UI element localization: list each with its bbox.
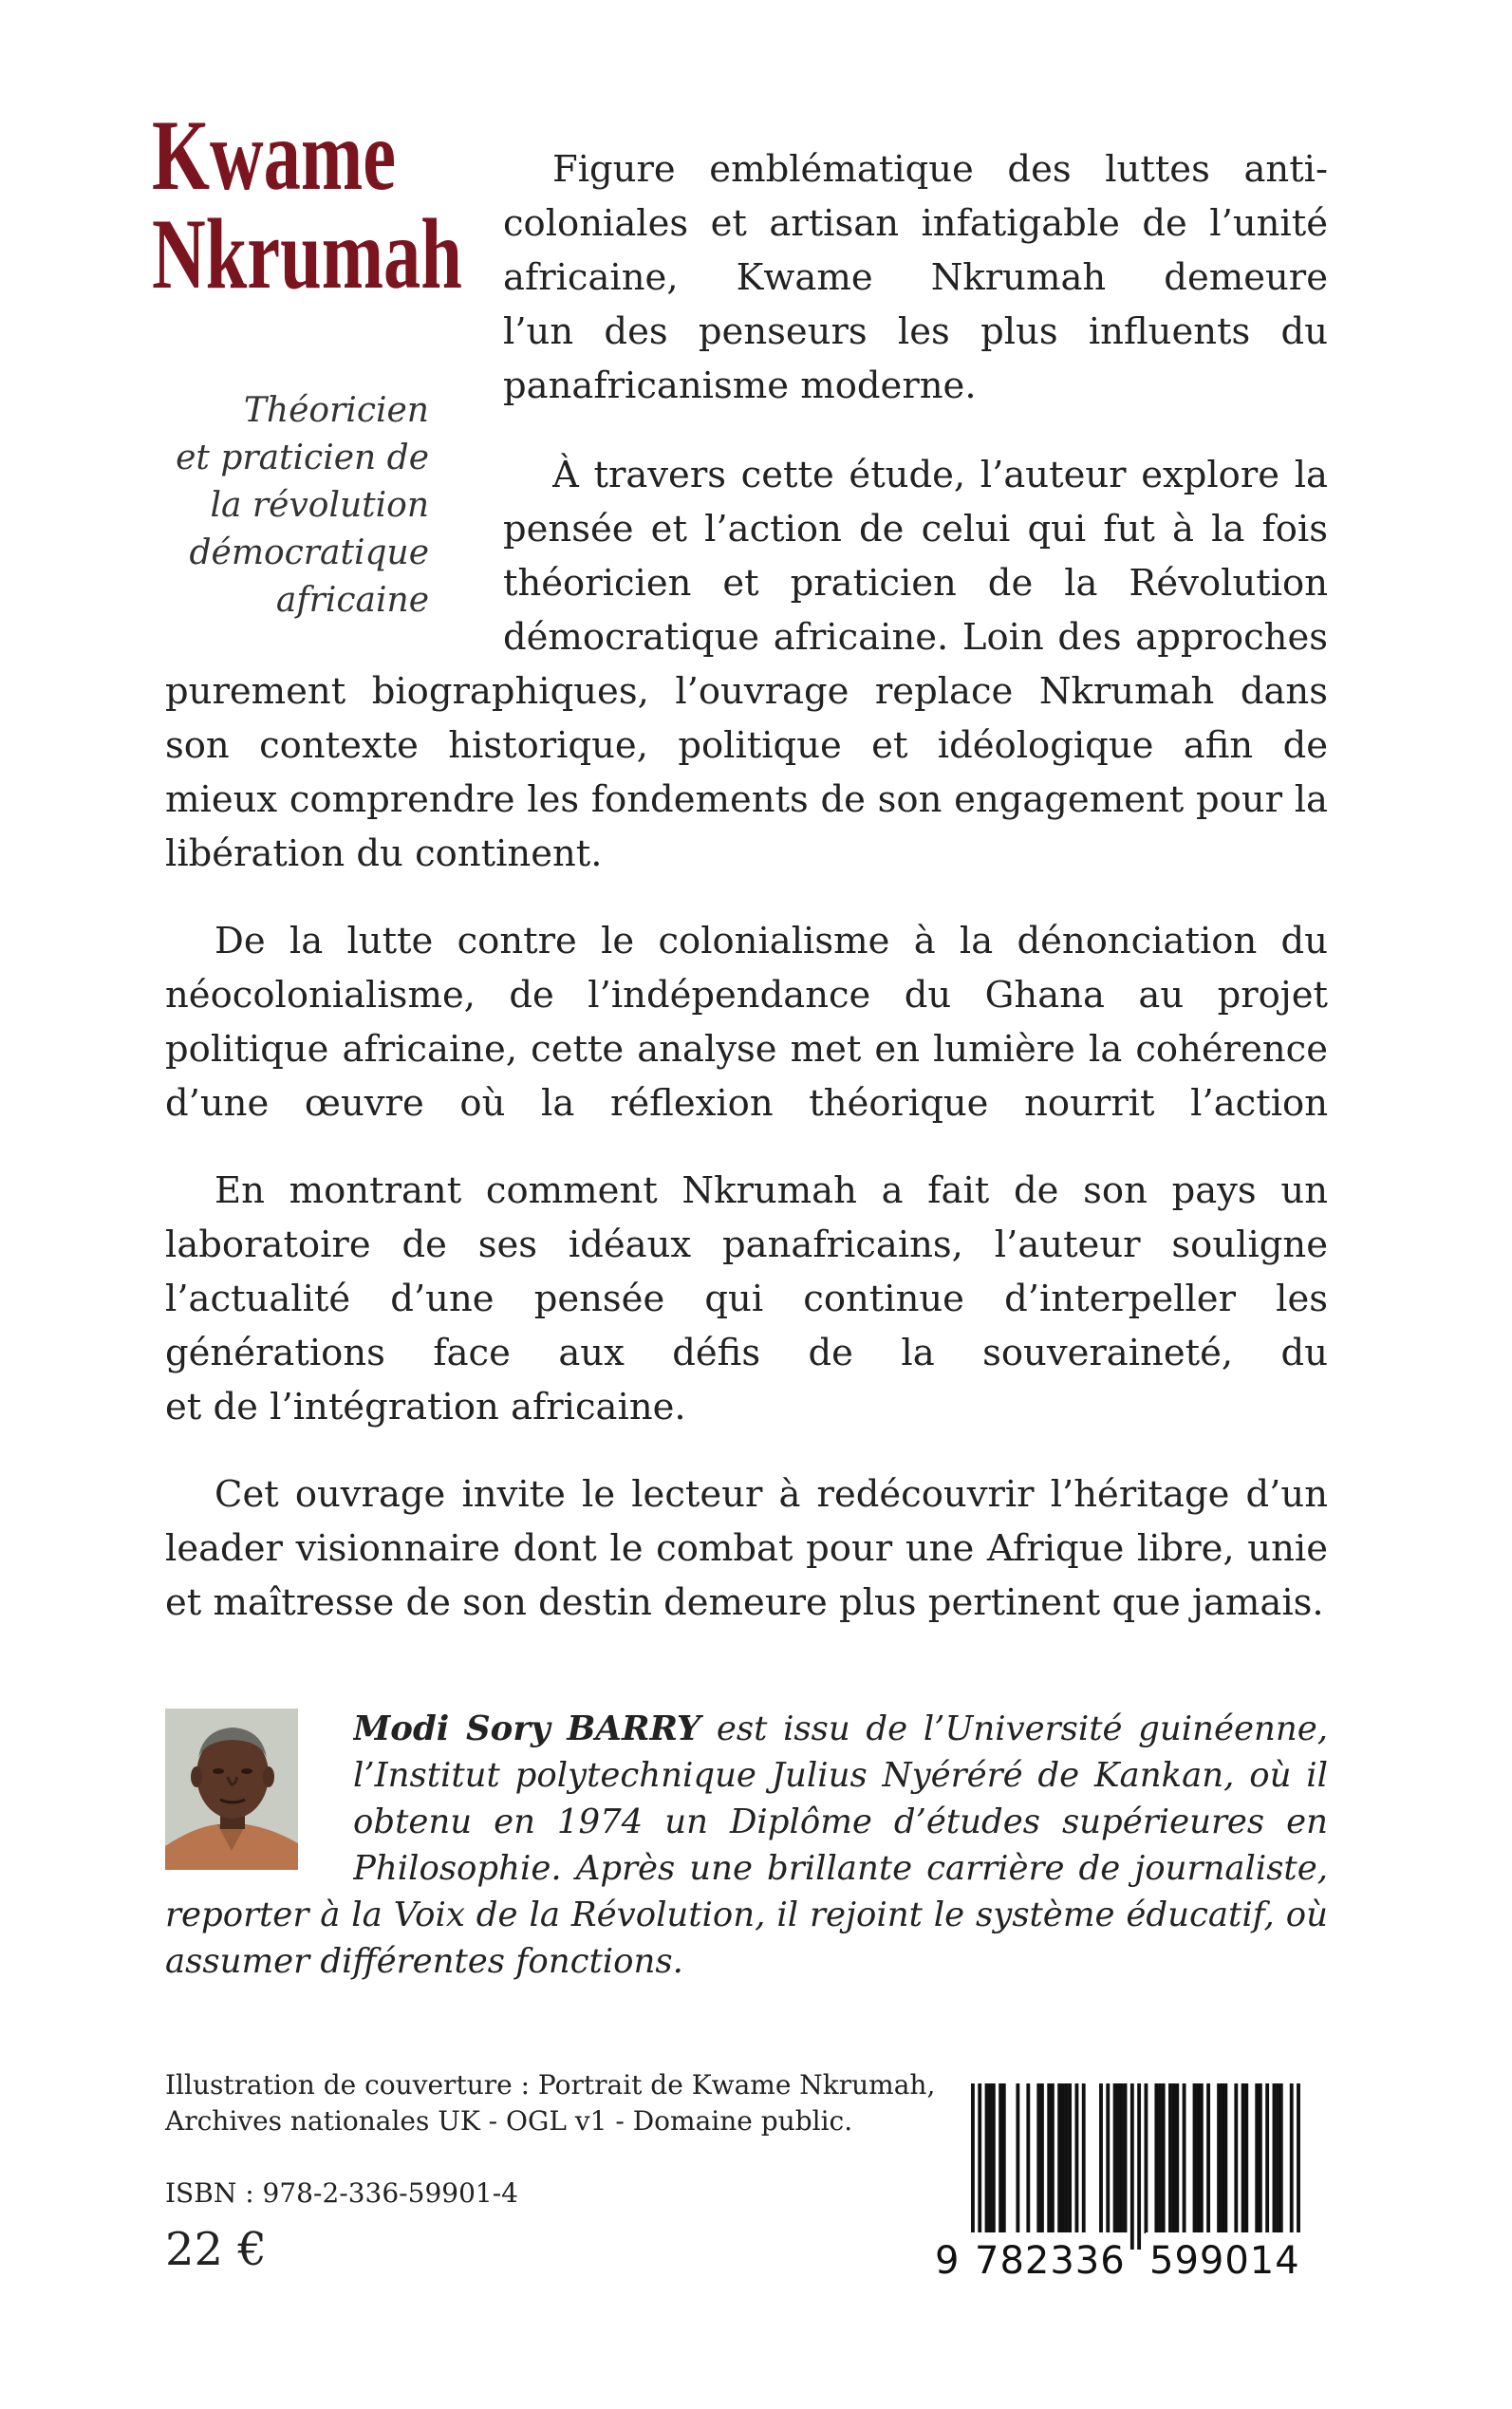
- barcode-bar: [1183, 2083, 1186, 2233]
- barcode-bar: [1061, 2083, 1065, 2233]
- bio-line: [353, 1706, 1328, 1752]
- barcode-bar: [1241, 2083, 1245, 2233]
- barcode-bar: [1057, 2083, 1061, 2233]
- barcode-bar: [1099, 2083, 1103, 2233]
- barcode-bar: [1221, 2083, 1224, 2233]
- barcode-bar: [1082, 2083, 1086, 2233]
- paragraph-4: [165, 1164, 1328, 1434]
- paragraph-line: et de l’intégration africaine.: [165, 1386, 686, 1429]
- barcode-lead-digit: 9: [935, 2239, 960, 2283]
- paragraph-line: panafricanisme moderne.: [503, 364, 977, 407]
- title-line-2: Nkrumah: [152, 198, 462, 309]
- barcode-bar: [1158, 2083, 1162, 2233]
- paragraph-line: Cet ouvrage invite le lecteur à redécouvrir l’héritage d’un: [215, 1473, 1328, 1516]
- barcode-bar: [1276, 2083, 1279, 2233]
- barcode-bar: [1137, 2083, 1141, 2250]
- barcode-bar: [1075, 2083, 1079, 2233]
- barcode-bar: [1026, 2083, 1030, 2233]
- barcode-bar: [1265, 2083, 1269, 2233]
- barcode-bar: [1120, 2083, 1124, 2233]
- bio-line: obtenu en 1974 un Diplôme d’études supérieures en: [353, 1802, 1328, 1841]
- barcode-bar: [1279, 2083, 1283, 2233]
- paragraph-line: À travers cette étude, l’auteur explore la: [552, 454, 1328, 496]
- barcode-bar: [978, 2083, 981, 2250]
- barcode-bar: [1259, 2083, 1262, 2233]
- paragraph-line: politique africaine, cette analyse met en lumière la cohérence: [165, 1028, 1328, 1071]
- barcode-bar: [1273, 2083, 1277, 2233]
- subtitle-line: la révolution: [210, 486, 429, 525]
- barcode-bar: [1130, 2083, 1134, 2250]
- barcode-bar: [1047, 2083, 1051, 2233]
- barcode-bar: [985, 2083, 989, 2233]
- author-name: Modi Sory BARRY: [353, 1709, 701, 1748]
- subtitle-line: africaine: [275, 581, 429, 620]
- credit-line: Illustration de couverture : Portrait de Kwame Nkrumah,: [165, 2069, 936, 2101]
- barcode-bar: [1113, 2083, 1117, 2233]
- paragraph-line: En montrant comment Nkrumah a fait de son pays un: [215, 1169, 1328, 1212]
- paragraph-line: mieux comprendre les fondements de son engagement pour la: [165, 778, 1328, 821]
- bio-line: assumer différentes fonctions.: [165, 1942, 683, 1981]
- barcode-bar: [971, 2083, 975, 2250]
- barcode-bar: [1290, 2083, 1294, 2250]
- paragraph-line: pensée et l’action de celui qui fut à la fois: [503, 508, 1328, 551]
- barcode-bar: [1154, 2083, 1158, 2233]
- barcode-bar: [1196, 2083, 1200, 2233]
- barcode-bar: [1162, 2083, 1166, 2233]
- paragraph-3: [165, 914, 1328, 1130]
- barcode-group-2: 599014: [1146, 2232, 1304, 2289]
- barcode-bar: [1040, 2083, 1044, 2233]
- paragraph-line: leader visionnaire dont le combat pour une Afrique libre, unie: [165, 1527, 1328, 1570]
- paragraph-line: laboratoire de ses idéaux panafricains, l’auteur souligne: [165, 1223, 1328, 1266]
- paragraph-line: théoricien et praticien de la Révolution: [503, 562, 1328, 605]
- cover-credit: [165, 2067, 935, 2139]
- barcode-bar: [1200, 2083, 1204, 2233]
- credit-line: Archives nationales UK - OGL v1 - Domaine public.: [165, 2105, 853, 2137]
- paragraph-5: [165, 1467, 1328, 1630]
- barcode-bar: [988, 2083, 992, 2233]
- paragraph-line: générations face aux défis de la souveraineté, du: [165, 1332, 1328, 1374]
- barcode-bar: [1244, 2083, 1248, 2233]
- barcode-bar: [1172, 2083, 1176, 2233]
- barcode-bar: [1051, 2083, 1055, 2233]
- barcode-bar: [1116, 2083, 1120, 2233]
- paragraph-line: d’une œuvre où la réflexion théorique nourrit l’action: [165, 1082, 1328, 1125]
- barcode-bar: [1193, 2083, 1197, 2233]
- paragraph-line: démocratique africaine. Loin des approches: [503, 616, 1328, 659]
- barcode-bar: [1065, 2083, 1069, 2233]
- barcode-bars: [935, 2083, 1329, 2250]
- barcode-bar: [1124, 2083, 1128, 2233]
- bio-line-1-rest: est issu de l’Université guinéenne,: [700, 1709, 1328, 1748]
- barcode-bar: [1145, 2083, 1148, 2233]
- barcode-bar: [1002, 2083, 1006, 2233]
- barcode-bar: [999, 2083, 1002, 2233]
- barcode-group-1: 782336: [971, 2232, 1129, 2289]
- barcode-bar: [1016, 2083, 1019, 2233]
- paragraph-line: l’un des penseurs les plus influents du: [503, 310, 1328, 353]
- subtitle-line: Théoricien: [243, 391, 429, 430]
- author-bio: [165, 1706, 1328, 1985]
- subtitle-line: démocratique: [189, 533, 429, 572]
- barcode-bar: [1106, 2083, 1110, 2233]
- paragraph-line: libération du continent.: [165, 832, 603, 875]
- book-title: [152, 100, 462, 309]
- paragraph-line: Figure emblématique des luttes anti-: [552, 148, 1328, 191]
- barcode-bar: [1297, 2083, 1300, 2250]
- barcode-bar: [1217, 2083, 1221, 2233]
- barcode-bar: [1168, 2083, 1172, 2233]
- barcode-bar: [1175, 2083, 1179, 2233]
- bio-line: Philosophie. Après une brillante carrière de journaliste,: [353, 1849, 1328, 1888]
- price-text: 22 €: [165, 2223, 267, 2276]
- subtitle-line: et praticien de: [176, 439, 429, 477]
- barcode-bar: [992, 2083, 996, 2233]
- title-line-1: Kwame: [152, 100, 397, 211]
- barcode-bar: [1255, 2083, 1259, 2233]
- paragraph-line: purement biographiques, l’ouvrage replace Nkrumah dans: [165, 670, 1328, 713]
- barcode-bar: [1223, 2083, 1227, 2233]
- paragraph-line: l’actualité d’une pensée qui continue d’interpeller les: [165, 1278, 1328, 1320]
- paragraph-line: De la lutte contre le colonialisme à la dénonciation du: [215, 920, 1328, 962]
- paragraph-line: son contexte historique, politique et idéologique afin de: [165, 724, 1328, 767]
- isbn-text: ISBN : 978-2-336-59901-4: [165, 2177, 518, 2209]
- barcode-bar: [1036, 2083, 1040, 2233]
- barcode-bar: [1068, 2083, 1072, 2233]
- barcode-bar: [1206, 2083, 1210, 2233]
- paragraph-2: [165, 448, 1328, 881]
- bio-line: reporter à la Voix de la Révolution, il rejoint le système éducatif, où: [165, 1895, 1328, 1934]
- paragraph-line: néocolonialisme, de l’indépendance du Ghana au projet: [165, 974, 1328, 1017]
- bio-line: l’Institut polytechnique Julius Nyéréré de Kankan, où il: [353, 1756, 1328, 1795]
- paragraph-1: [503, 142, 1328, 413]
- barcode-bar: [1234, 2083, 1238, 2233]
- paragraph-line: et maîtresse de son destin demeure plus pertinent que jamais.: [165, 1581, 1324, 1624]
- paragraph-line: africaine, Kwame Nkrumah demeure: [503, 256, 1328, 299]
- paragraph-line: coloniales et artisan infatigable de l’unité: [503, 202, 1328, 245]
- barcode-digits: [935, 2232, 1329, 2289]
